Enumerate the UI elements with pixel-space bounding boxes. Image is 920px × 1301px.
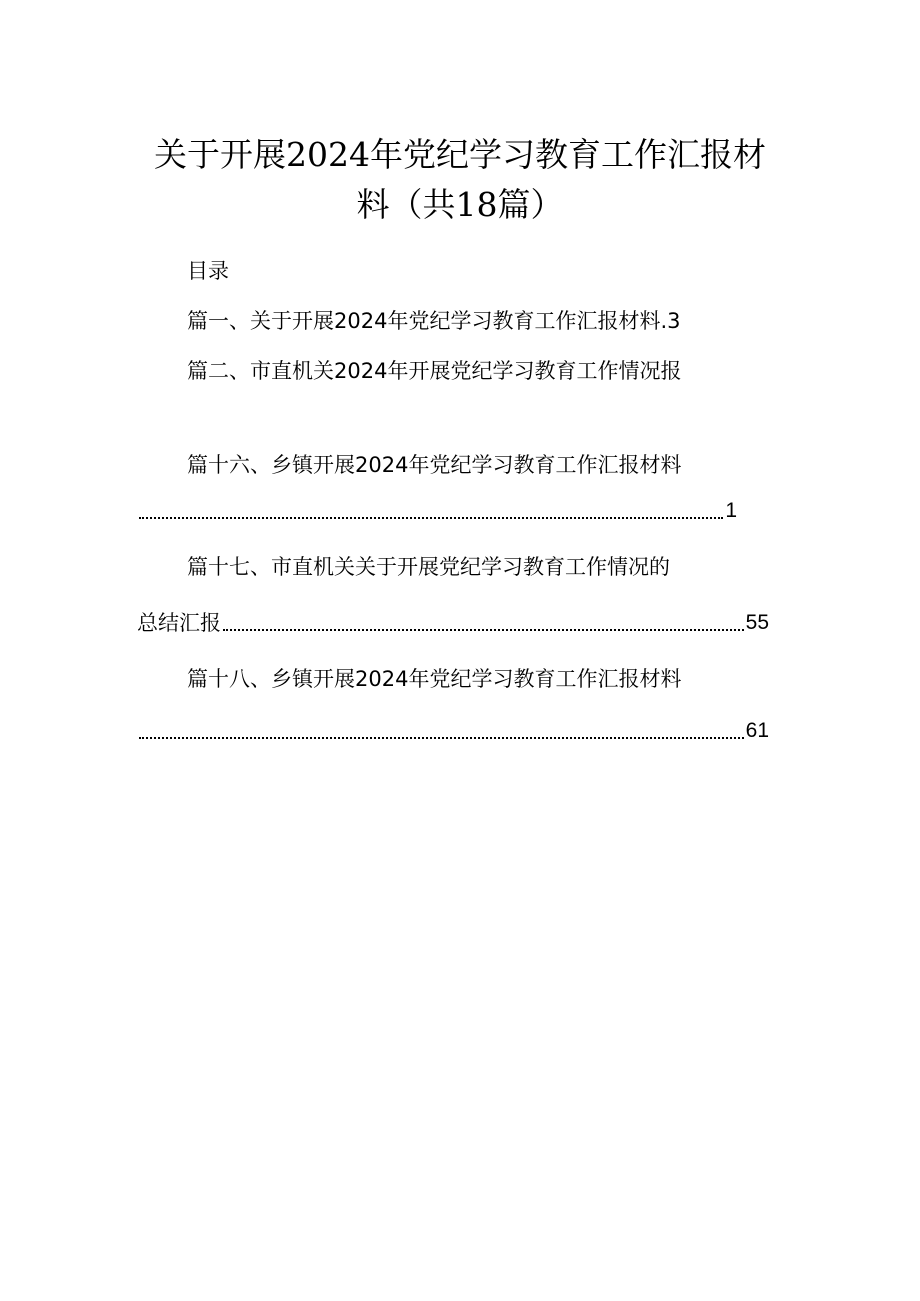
toc-heading: 目录	[187, 259, 229, 283]
dot-leader	[139, 737, 744, 739]
toc-item-2[interactable]: 篇二、市直机关2024年开展党纪学习教育工作情况报	[187, 359, 682, 383]
toc-item-1[interactable]: 篇一、关于开展2024年党纪学习教育工作汇报材料.3	[187, 309, 681, 333]
toc-item-17-continuation: 总结汇报	[137, 611, 221, 635]
toc-item-18[interactable]: 篇十八、乡镇开展2024年党纪学习教育工作汇报材料	[187, 667, 682, 691]
dot-leader	[223, 629, 744, 631]
toc-item-18-page-number: 61	[745, 719, 769, 742]
toc-item-16-page-number: 1	[725, 499, 737, 522]
toc-item-17-leader-row[interactable]	[137, 606, 769, 640]
document-title-line-1: 关于开展2024年党纪学习教育工作汇报材	[154, 135, 766, 174]
toc-item-18-leader-row[interactable]	[137, 714, 769, 748]
document-title	[130, 130, 790, 230]
dot-leader	[139, 517, 723, 519]
toc-item-16-leader-row[interactable]	[137, 494, 737, 528]
toc-item-17[interactable]: 篇十七、市直机关关于开展党纪学习教育工作情况的	[187, 555, 670, 579]
toc-item-16[interactable]: 篇十六、乡镇开展2024年党纪学习教育工作汇报材料	[187, 453, 682, 477]
toc-item-17-page-number: 55	[745, 611, 769, 634]
document-title-line-2: 料（共18篇）	[356, 185, 564, 224]
